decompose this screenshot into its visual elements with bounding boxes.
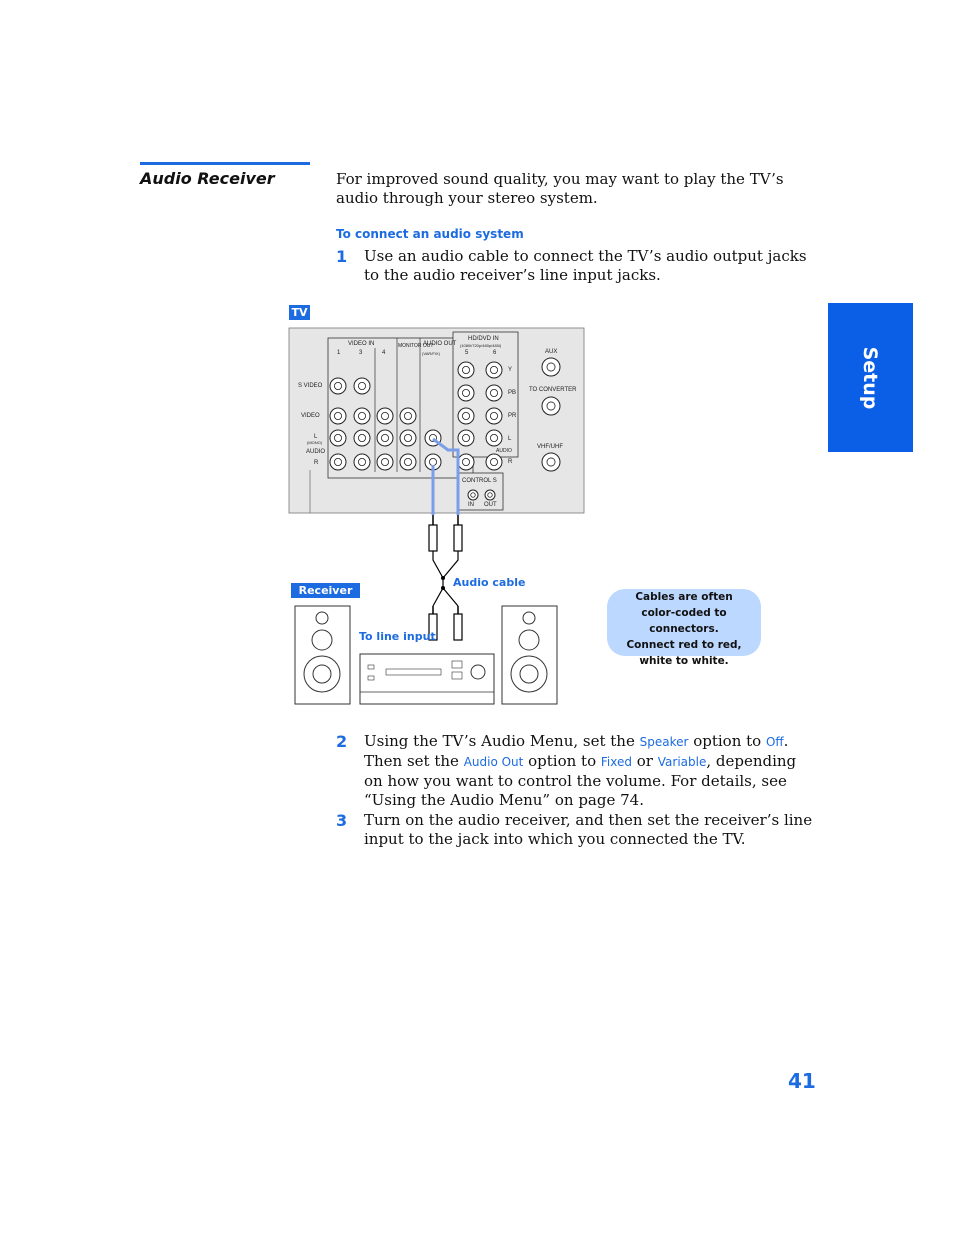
step-2-number: 2 — [336, 732, 348, 751]
panel-audio-out-sub: (VAR/FIX) — [422, 351, 440, 356]
note-line-3: Connect red to red, — [626, 639, 742, 651]
jack — [377, 408, 393, 424]
jack — [458, 362, 474, 378]
step-1-number: 1 — [336, 247, 348, 266]
jack — [542, 358, 560, 376]
jack — [354, 378, 370, 394]
jack — [486, 430, 502, 446]
jack — [354, 430, 370, 446]
panel-monitor-out: MONITOR OUT — [398, 343, 434, 349]
jack — [400, 408, 416, 424]
jack — [400, 454, 416, 470]
jack — [458, 408, 474, 424]
page-number: 41 — [788, 1069, 816, 1093]
panel-out: OUT — [484, 502, 497, 508]
procedure-heading: To connect an audio system — [336, 227, 524, 241]
setup-side-tab — [828, 303, 913, 452]
panel-hd-pb: PB — [508, 390, 517, 396]
jack — [485, 490, 495, 500]
panel-control-s: CONTROL S — [462, 478, 497, 484]
speaker-option: Speaker — [639, 735, 689, 749]
note-line-4: white to white. — [639, 655, 729, 667]
panel-col-6: 6 — [493, 350, 497, 356]
tv-label: TV — [289, 305, 310, 320]
jack — [486, 362, 502, 378]
left-speaker — [295, 606, 350, 704]
jack — [377, 454, 393, 470]
connection-diagram — [280, 320, 600, 715]
panel-in: IN — [468, 502, 474, 508]
panel-audio-out: AUDIO OUT — [423, 341, 457, 347]
panel-video-in: VIDEO IN — [348, 341, 375, 347]
panel-hd-dvd-in: HD/DVD IN — [468, 336, 499, 342]
jack — [377, 430, 393, 446]
panel-hd-audio: AUDIO — [496, 448, 512, 454]
jack — [486, 408, 502, 424]
jack — [468, 490, 478, 500]
panel-hd-r: R — [508, 459, 513, 465]
line-input-label: To line input — [359, 630, 436, 643]
step-3-text: Turn on the audio receiver, and then set the receiver’s line input to the jack into which you connected the TV. — [364, 811, 813, 848]
audio-out-option: Audio Out — [463, 755, 524, 769]
section-rule — [140, 162, 310, 165]
fixed-option: Fixed — [600, 755, 632, 769]
jack — [458, 454, 474, 470]
jack — [458, 385, 474, 401]
panel-row-video: VIDEO — [301, 413, 320, 419]
panel-row-mono: (MONO) — [307, 440, 323, 445]
jack — [330, 378, 346, 394]
panel-row-svideo: S VIDEO — [298, 383, 323, 389]
jack — [354, 454, 370, 470]
panel-hd-pr: PR — [508, 413, 517, 419]
jack — [330, 454, 346, 470]
jack — [542, 397, 560, 415]
variable-option: Variable — [657, 755, 707, 769]
panel-to-converter: TO CONVERTER — [529, 387, 577, 393]
jack — [486, 385, 502, 401]
note-line-2: color-coded to connectors. — [641, 607, 727, 635]
panel-hd-l: L — [508, 436, 512, 442]
jack — [486, 454, 502, 470]
jack — [400, 430, 416, 446]
step-2-text: Using the TV’s Audio Menu, set the Speaker option to Off. Then set the Audio Out option to Fixed or Variable, depending on how you want to control the volume. For details, see “Using the Audio Menu” on page 74. — [364, 732, 797, 809]
jack — [458, 430, 474, 446]
step-1-text: Use an audio cable to connect the TV’s audio output jacks to the audio receiver’s line input jacks. — [364, 247, 807, 284]
side-tab-label: Setup — [859, 346, 881, 410]
receiver-label: Receiver — [291, 583, 360, 598]
panel-col-4: 4 — [382, 350, 386, 356]
panel-aux: AUX — [545, 349, 558, 355]
receiver-unit — [360, 654, 494, 704]
panel-hd-y: Y — [508, 367, 513, 373]
jack — [330, 408, 346, 424]
jack — [542, 453, 560, 471]
panel-col-5: 5 — [465, 350, 469, 356]
audio-cable-label: Audio cable — [453, 576, 526, 589]
panel-vhf-uhf: VHF/UHF — [537, 444, 563, 450]
panel-col-1: 1 — [337, 350, 341, 356]
off-option: Off — [765, 735, 784, 749]
section-title: Audio Receiver — [140, 169, 275, 188]
panel-row-audio: AUDIO — [306, 449, 326, 455]
panel-row-r: R — [314, 460, 319, 466]
tv-rear-panel — [289, 328, 584, 513]
panel-row-l: L — [314, 434, 318, 440]
right-speaker — [502, 606, 557, 704]
step-3-number: 3 — [336, 811, 348, 830]
panel-hd-sub: (1080i/720p/480p/480i) — [460, 343, 502, 348]
color-coding-note — [607, 589, 761, 667]
panel-col-3: 3 — [359, 350, 363, 356]
intro-paragraph: For improved sound quality, you may want to play the TV’s audio through your stereo system. — [336, 170, 784, 207]
jack — [330, 430, 346, 446]
jack — [354, 408, 370, 424]
note-line-1: Cables are often — [635, 591, 733, 603]
